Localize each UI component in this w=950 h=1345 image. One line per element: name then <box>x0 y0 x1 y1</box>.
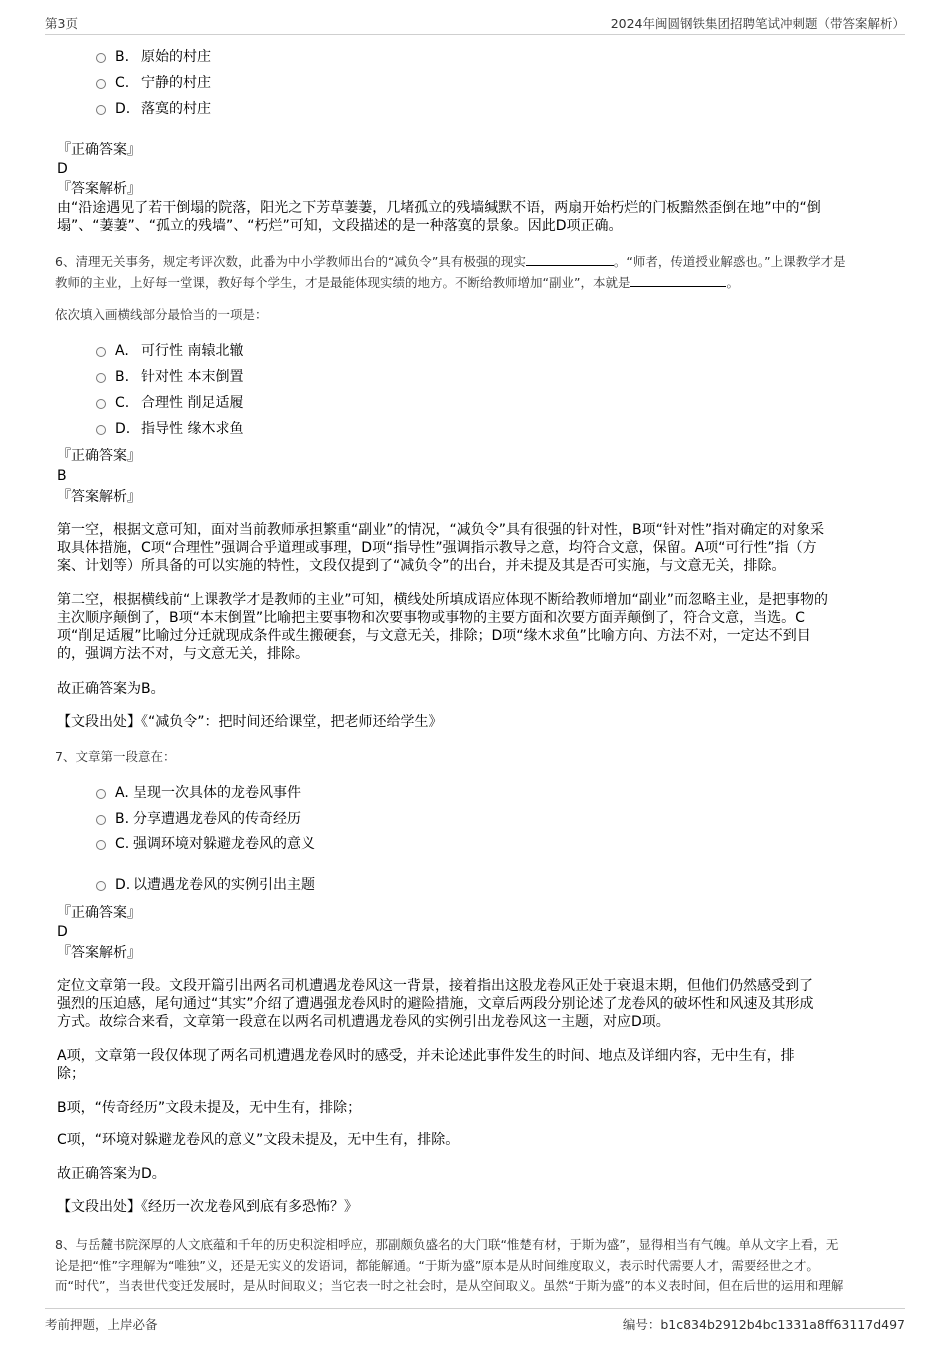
q5-analysis-line: 塌”、“萋萋”、“孤立的残墙”、“朽烂”可知，文段描述的是一种落寞的景象。因此D项正确。 <box>57 218 623 234</box>
q7-analysis-line: B项，“传奇经历”文段未提及，无中生有，排除； <box>57 1100 362 1116</box>
q7-analysis-line: 强烈的压迫感，尾句通过“其实”介绍了遭遇强龙卷风时的避险措施，文章后两段分别论述了龙卷风的破坏性和风速及其形成 <box>57 996 814 1012</box>
q6-analysis-line: 的，强调方法不对，与文意无关，排除。 <box>57 646 309 662</box>
q7-answer-label: 『正确答案』 <box>57 905 141 921</box>
q5-analysis-label: 『答案解析』 <box>57 181 141 197</box>
q7-analysis-line: 除； <box>57 1066 85 1082</box>
q5-answer-label: 『正确答案』 <box>57 142 141 158</box>
q6-prompt: 依次填入画横线部分最恰当的一项是： <box>55 307 268 322</box>
footer-slogan: 考前押题，上岸必备 <box>45 1317 158 1332</box>
q6-analysis-line: 案、计划等）所具备的可以实施的特性，文段仅提到了“减负令”的出台，并未提及其是否可实施，与文意无关，排除。 <box>57 558 786 574</box>
q7-analysis-line: C项，“环境对躲避龙卷风的意义”文段未提及，无中生有，排除。 <box>57 1132 460 1148</box>
q6-analysis-line: 项“削足适履”比喻过分迁就现成条件或生搬硬套，与文意无关，排除；D项“缘木求鱼”比喻方向、方法不对，一定达不到目 <box>57 628 811 644</box>
q7-analysis-line: A项，文章第一段仅体现了两名司机遭遇龙卷风时的感受，并未论述此事件发生的时间、地点及详细内容，无中生有，排 <box>57 1048 795 1064</box>
q6-option-d[interactable]: D. 指导性 缘木求鱼 <box>96 419 243 439</box>
radio-icon[interactable] <box>96 399 106 409</box>
answer-blank <box>630 274 726 287</box>
q7-option-c[interactable]: C. 强调环境对躲避龙卷风的意义 <box>96 834 315 854</box>
q6-source: 【文段出处】《“减负令”：把时间还给课堂，把老师还给学生》 <box>57 714 443 730</box>
q5-option-d[interactable]: D. 落寞的村庄 <box>96 99 211 119</box>
q8-stem-line: 论是把“惟”字理解为“唯独”义，还是无实义的发语词，都能解通。“于斯为盛”原本是从时间维度取义，表示时代需要人才，需要经世之才。 <box>55 1258 819 1273</box>
q7-option-a[interactable]: A. 呈现一次具体的龙卷风事件 <box>96 783 301 803</box>
q5-option-c[interactable]: C. 宁静的村庄 <box>96 73 211 93</box>
q6-answer-label: 『正确答案』 <box>57 448 141 464</box>
q5-option-b[interactable]: B. 原始的村庄 <box>96 47 211 67</box>
q5-answer: D <box>57 161 68 177</box>
q7-stem: 7、文章第一段意在： <box>55 749 176 764</box>
page-number: 第3页 <box>45 16 78 31</box>
q8-stem-line: 8、与岳麓书院深厚的人文底蕴和千年的历史积淀相呼应，那副颇负盛名的大门联“惟楚有材，于斯为盛”，显得相当有气魄。单从文字上看，无 <box>55 1237 839 1252</box>
radio-icon[interactable] <box>96 425 106 435</box>
radio-icon[interactable] <box>96 815 106 825</box>
q6-option-a[interactable]: A. 可行性 南辕北辙 <box>96 341 243 361</box>
radio-icon[interactable] <box>96 840 106 850</box>
q6-analysis-line: 主次顺序颠倒了，B项“本末倒置”比喻把主要事物和次要事物或事物的主要方面和次要方面弄颠倒了，符合文意，当选。C <box>57 610 805 626</box>
q6-answer: B <box>57 468 67 484</box>
page-footer <box>45 1308 905 1333</box>
q6-stem: 6、清理无关事务，规定考评次数，此番为中小学教师出台的“减负令”具有极强的现实 。“师者，传道授业解惑也。”上课教学才是 教师的主业，上好每一堂课，教好每个学生，才是最能体现实绩的地方。不断给教师增加“副业”，本就是 。 <box>55 254 846 290</box>
q7-option-d[interactable]: D. 以遭遇龙卷风的实例引出主题 <box>96 875 315 895</box>
q8-stem-line: 而“时代”，当表世代变迁发展时，是从时间取义；当它表一时之社会时，是从空间取义。虽然“于斯为盛”的本义表时间，但在后世的运用和理解 <box>55 1278 844 1293</box>
q6-analysis-line: 第一空，根据文意可知，面对当前教师承担繁重“副业”的情况，“减负令”具有很强的针对性，B项“针对性”指对确定的对象采 <box>57 522 825 538</box>
radio-icon[interactable] <box>96 105 106 115</box>
q5-analysis-line: 由“沿途遇见了若干倒塌的院落，阳光之下芳草萋萋，几堵孤立的残墙缄默不语，两扇开始朽烂的门板黯然歪倒在地”中的“倒 <box>57 200 821 216</box>
q6-analysis-line: 取具体措施，C项“合理性”强调合乎道理或事理，D项“指导性”强调指示教导之意，均符合文意，保留。A项“可行性”指（方 <box>57 540 817 556</box>
q6-conclusion: 故正确答案为B。 <box>57 681 165 697</box>
q7-analysis-line: 方式。故综合来看，文章第一段意在以两名司机遭遇龙卷风的实例引出龙卷风这一主题，对应D项。 <box>57 1014 670 1030</box>
document-title: 2024年闽圆钢铁集团招聘笔试冲刺题（带答案解析） <box>610 16 905 31</box>
q7-answer: D <box>57 924 68 940</box>
q7-conclusion: 故正确答案为D。 <box>57 1166 166 1182</box>
document-id: 编号：b1c834b2912b4bc1331a8ff63117d497 <box>622 1317 905 1332</box>
radio-icon[interactable] <box>96 373 106 383</box>
radio-icon[interactable] <box>96 79 106 89</box>
q7-analysis-label: 『答案解析』 <box>57 945 141 961</box>
q6-option-b[interactable]: B. 针对性 本末倒置 <box>96 367 243 387</box>
answer-blank <box>526 253 614 266</box>
radio-icon[interactable] <box>96 881 106 891</box>
q7-option-b[interactable]: B. 分享遭遇龙卷风的传奇经历 <box>96 809 301 829</box>
q7-analysis-line: 定位文章第一段。文段开篇引出两名司机遭遇龙卷风这一背景，接着指出这股龙卷风正处于衰退末期，但他们仍然感受到了 <box>57 978 813 994</box>
q6-analysis-line: 第二空，根据横线前“上课教学才是教师的主业”可知，横线处所填成语应体现不断给教师增加“副业”而忽略主业，是把事物的 <box>57 592 829 608</box>
radio-icon[interactable] <box>96 347 106 357</box>
radio-icon[interactable] <box>96 53 106 63</box>
radio-icon[interactable] <box>96 789 106 799</box>
page-header <box>45 12 905 35</box>
q6-analysis-label: 『答案解析』 <box>57 489 141 505</box>
q7-source: 【文段出处】《经历一次龙卷风到底有多恐怖？》 <box>57 1199 358 1215</box>
q6-option-c[interactable]: C. 合理性 削足适履 <box>96 393 243 413</box>
